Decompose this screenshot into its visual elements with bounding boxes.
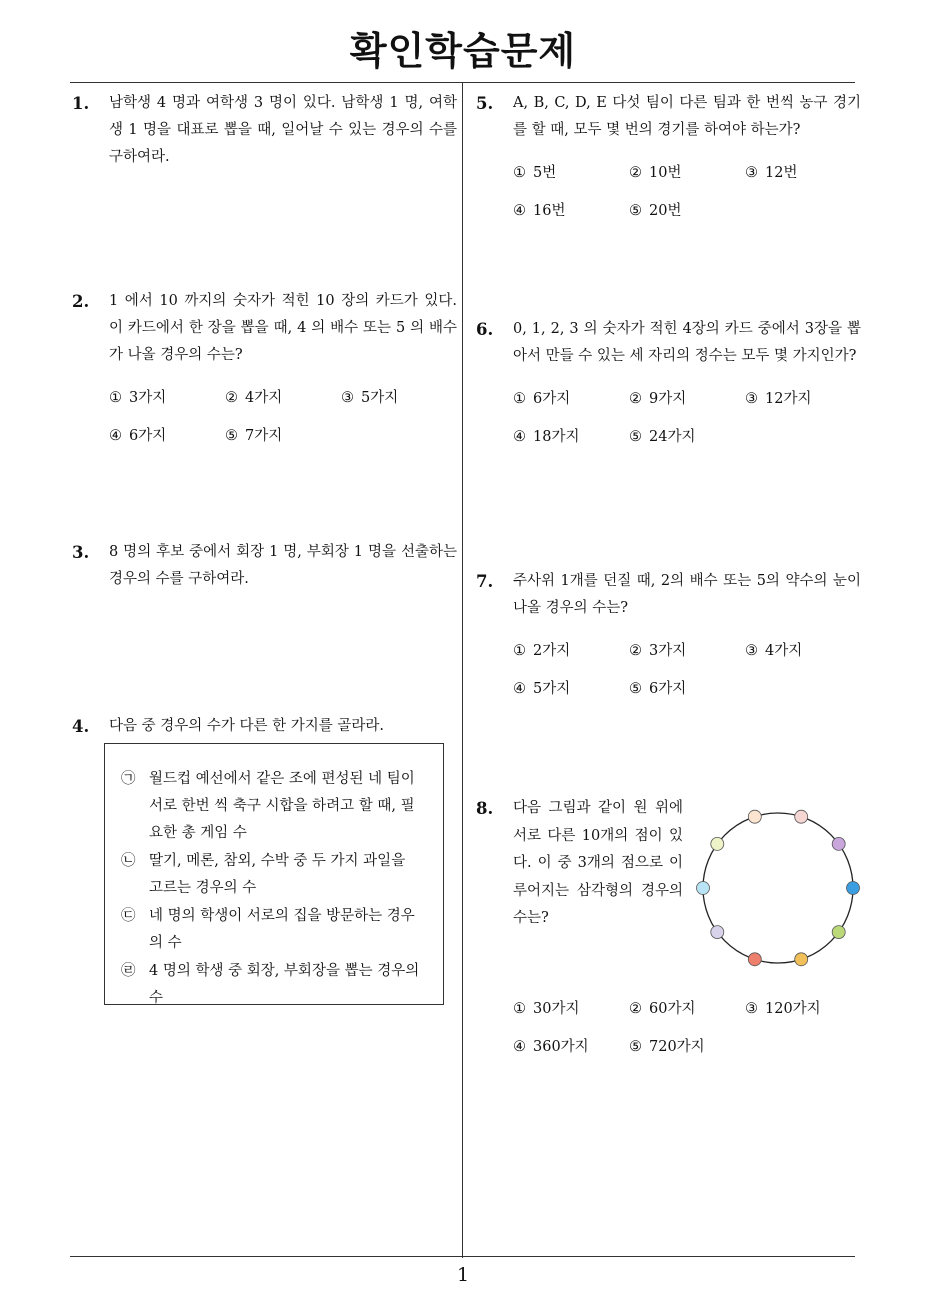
question-text: A, B, C, D, E 다섯 팀이 다른 팀과 한 번씩 농구 경기를 할 때, 모두 몇 번의 경기를 하여야 하는가? [513, 95, 861, 138]
question-number: 3. [72, 543, 90, 562]
circle-point [748, 953, 761, 966]
bottom-rule [70, 1256, 855, 1257]
choice-4[interactable]: ④ 18가지 [513, 428, 580, 445]
question-3 [72, 539, 457, 593]
choice-5[interactable]: ⑤ 6가지 [629, 680, 687, 697]
choice-list [513, 380, 861, 456]
circle-point [711, 926, 724, 939]
choice-1[interactable]: ① 5번 [513, 164, 557, 181]
page-number: 1 [456, 1264, 470, 1286]
box-item-2: ㉡ 딸기, 메론, 참외, 수박 중 두 가지 과일을 고르는 경우의 수 [121, 853, 406, 896]
page-title: 확인학습문제 [349, 29, 577, 73]
choice-list [513, 632, 861, 708]
question-text: 다음 중 경우의 수가 다른 한 가지를 골라라. [109, 718, 384, 734]
question-5 [476, 90, 861, 230]
choice-3[interactable]: ③ 12번 [745, 164, 798, 181]
question-number: 4. [72, 717, 90, 736]
choice-5[interactable]: ⑤ 720가지 [629, 1039, 705, 1055]
choice-3[interactable]: ③ 4가지 [745, 642, 803, 659]
box-item-1: ㉠ 월드컵 예선에서 같은 조에 편성된 네 팀이 서로 한번 씩 축구 시합을 하려고 할 때, 필요한 총 게임 수 [121, 771, 415, 841]
question-6 [476, 316, 861, 456]
question-text: 남학생 4 명과 여학생 3 명이 있다. 남학생 1 명, 여학생 1 명을 대표로 뽑을 때, 일어날 수 있는 경우의 수를 구하여라. [109, 95, 457, 165]
circle-point [847, 882, 860, 895]
choice-2[interactable]: ② 4가지 [225, 389, 283, 406]
question-number: 8. [476, 799, 494, 818]
choice-5[interactable]: ⑤ 7가지 [225, 427, 283, 444]
circle-points-figure [688, 800, 868, 980]
question-2 [72, 288, 457, 455]
circle-point [832, 837, 845, 850]
circle-point [748, 810, 761, 823]
choice-list [513, 991, 861, 1067]
choice-4[interactable]: ④ 5가지 [513, 680, 571, 697]
choice-4[interactable]: ④ 360가지 [513, 1039, 589, 1055]
choice-list [109, 379, 457, 455]
circle-point [697, 882, 710, 895]
choice-2[interactable]: ② 60가지 [629, 1001, 696, 1017]
choice-2[interactable]: ② 10번 [629, 164, 682, 181]
choice-2[interactable]: ② 3가지 [629, 642, 687, 659]
circle-outline [703, 813, 853, 963]
choice-1[interactable]: ① 30가지 [513, 1001, 580, 1017]
question-number: 2. [72, 292, 90, 311]
choice-3[interactable]: ③ 12가지 [745, 390, 812, 407]
question-number: 7. [476, 572, 494, 591]
question-number: 5. [476, 94, 494, 113]
question-number: 1. [72, 94, 90, 113]
column-divider [462, 82, 463, 1258]
choice-5[interactable]: ⑤ 20번 [629, 202, 682, 219]
question-7 [476, 568, 861, 708]
question-text: 0, 1, 2, 3 의 숫자가 적힌 4장의 카드 중에서 3장을 뽑아서 만들 수 있는 세 자리의 정수는 모두 몇 가지인가? [513, 321, 861, 364]
question-text: 다음 그림과 같이 원 위에 서로 다른 10개의 점이 있다. 이 중 3개의 점으로 이루어지는 삼각형의 경우의 수는? [513, 800, 683, 926]
choice-1[interactable]: ① 6가지 [513, 390, 571, 407]
question-text: 1 에서 10 까지의 숫자가 적힌 10 장의 카드가 있다. 이 카드에서 한 장을 뽑을 때, 4 의 배수 또는 5 의 배수가 나올 경우의 수는? [109, 293, 457, 363]
circle-point [795, 953, 808, 966]
box-item-3: ㉢ 네 명의 학생이 서로의 집을 방문하는 경우의 수 [121, 908, 415, 951]
options-box [104, 743, 444, 1005]
box-item-4: ㉣ 4 명의 학생 중 회장, 부회장을 뽑는 경우의 수 [121, 963, 420, 1006]
question-text: 8 명의 후보 중에서 회장 1 명, 부회장 1 명을 선출하는 경우의 수를 구하여라. [109, 544, 457, 587]
circle-point [832, 926, 845, 939]
choice-5[interactable]: ⑤ 24가지 [629, 428, 696, 445]
choice-3[interactable]: ③ 5가지 [341, 389, 399, 406]
question-1 [72, 90, 457, 171]
question-number: 6. [476, 320, 494, 339]
circle-point [795, 810, 808, 823]
question-text: 주사위 1개를 던질 때, 2의 배수 또는 5의 약수의 눈이 나올 경우의 수는? [513, 573, 861, 616]
choice-4[interactable]: ④ 6가지 [109, 427, 167, 444]
choice-3[interactable]: ③ 120가지 [745, 1001, 821, 1017]
circle-point [711, 837, 724, 850]
choice-list [513, 154, 861, 230]
choice-4[interactable]: ④ 16번 [513, 202, 566, 219]
choice-1[interactable]: ① 2가지 [513, 642, 571, 659]
choice-2[interactable]: ② 9가지 [629, 390, 687, 407]
question-4 [72, 713, 457, 740]
choice-1[interactable]: ① 3가지 [109, 389, 167, 406]
